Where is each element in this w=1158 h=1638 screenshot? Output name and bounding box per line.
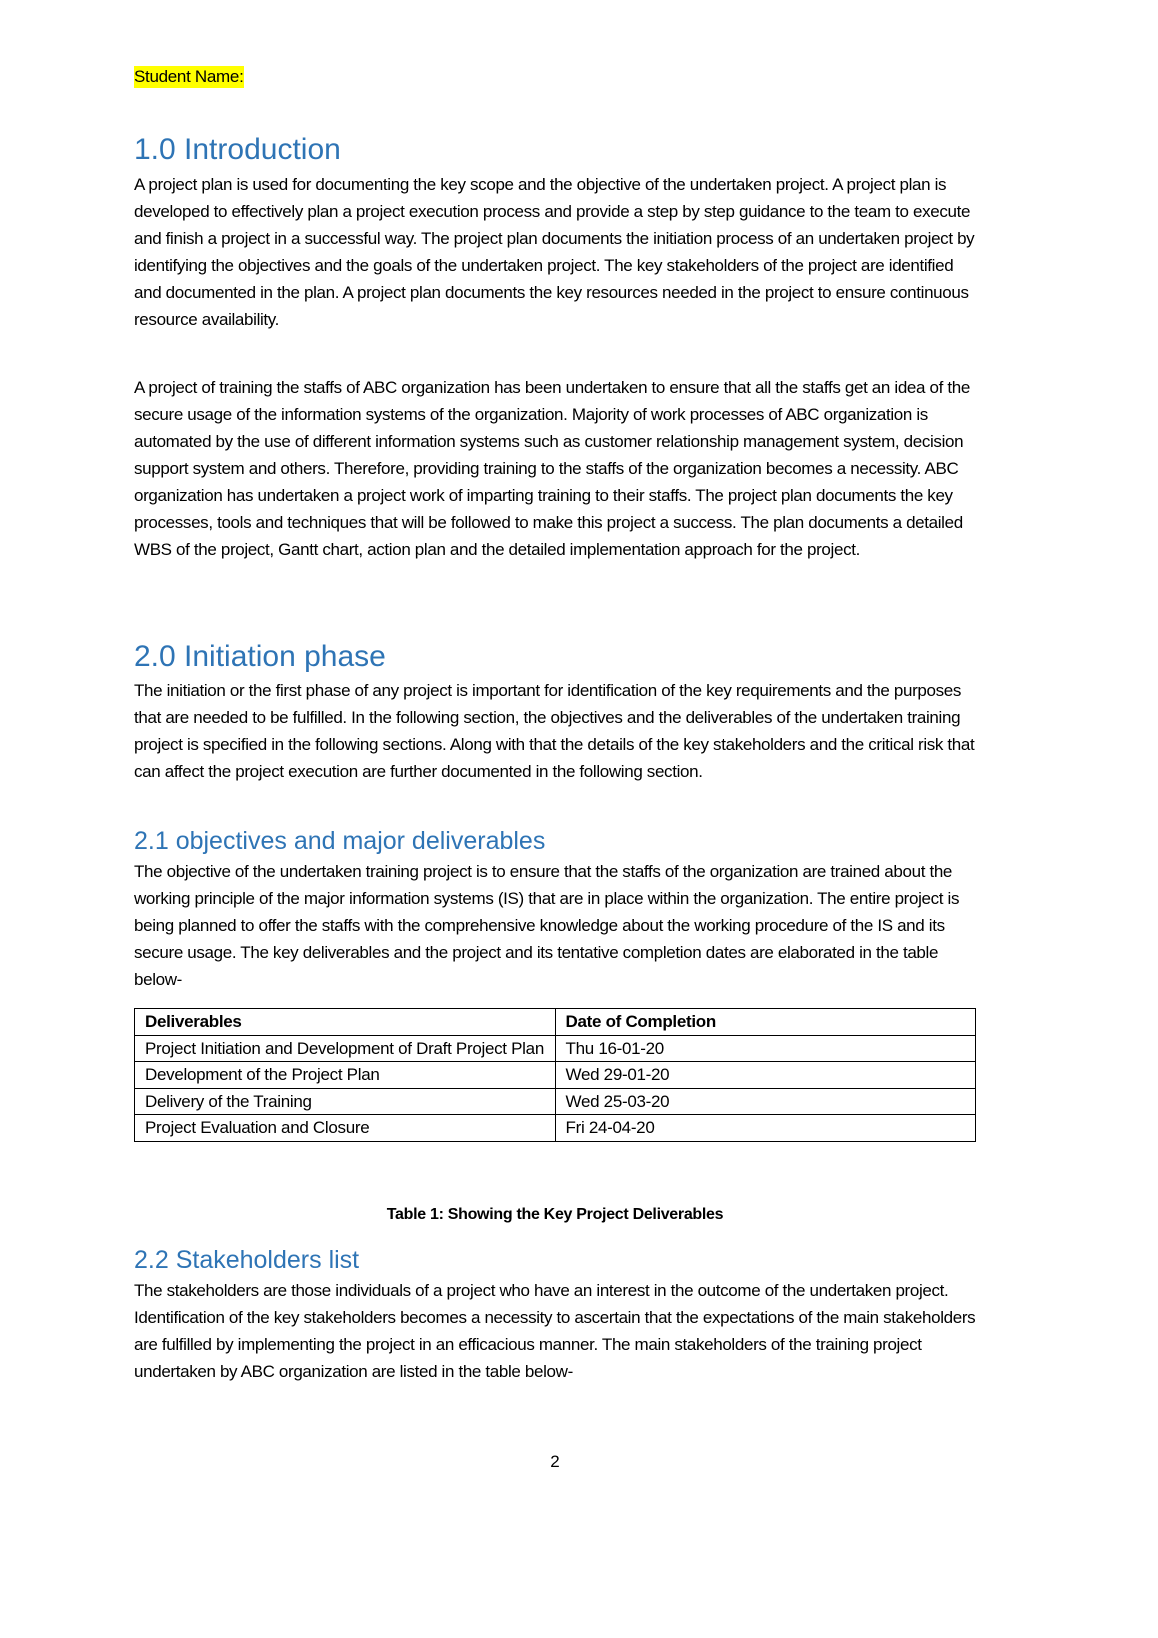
table-header-cell: Deliverables bbox=[135, 1009, 556, 1036]
deliverables-table bbox=[134, 1008, 976, 1142]
table-row bbox=[135, 1088, 976, 1115]
table-cell: Thu 16-01-20 bbox=[555, 1035, 976, 1062]
table-caption: Table 1: Showing the Key Project Deliverables bbox=[386, 1206, 724, 1223]
stakeholders-paragraph: The stakeholders are those individuals of a project who have an interest in the outcome of the undertaken project. Identification of the key stakeholders becomes a necessity to ascertain that the expectations of the main stakeholders are fulfilled by implementing the project in an efficacious manner. The main stakeholders of the training project undertaken by ABC organization are listed in the table below- bbox=[134, 1281, 976, 1381]
intro-paragraph-2: A project of training the staffs of ABC organization has been undertaken to ensure that all the staffs get an idea of the secure usage of the information systems of the organization. Majority of work processes of ABC organization is automated by the use of different information systems such as customer relationship management system, decision support system and others. Therefore, providing training to the staffs of the organization becomes a necessity. ABC organization has undertaken a project work of imparting training to their staffs. The project plan documents the key processes, tools and techniques that will be followed to make this project a success. The plan documents a detailed WBS of the project, Gantt chart, action plan and the detailed implementation approach for the project. bbox=[134, 378, 970, 559]
heading-stakeholders: 2.2 Stakeholders list bbox=[134, 1246, 360, 1274]
objectives-paragraph: The objective of the undertaken training project is to ensure that the staffs of the organization are trained about the working principle of the major information systems (IS) that are in place within the organization. The entire project is being planned to offer the staffs with the comprehensive knowledge about the working procedure of the IS and its secure usage. The key deliverables and the project and its tentative completion dates are elaborated in the table below- bbox=[134, 862, 960, 989]
student-name-label: Student Name: bbox=[134, 67, 244, 86]
table-header-cell: Date of Completion bbox=[555, 1009, 976, 1036]
table-row bbox=[135, 1035, 976, 1062]
table-cell: Delivery of the Training bbox=[135, 1088, 556, 1115]
table-cell: Wed 29-01-20 bbox=[555, 1062, 976, 1089]
intro-paragraph-1: A project plan is used for documenting the key scope and the objective of the undertaken project. A project plan is developed to effectively plan a project execution process and provide a step by step guidance to the team to execute and finish a project in a successful way. The project plan documents the initiation process of an undertaken project by identifying the objectives and the goals of the undertaken project. The key stakeholders of the project are identified and documented in the plan. A project plan documents the key resources needed in the project to ensure continuous resource availability. bbox=[134, 175, 975, 329]
heading-initiation-phase: 2.0 Initiation phase bbox=[134, 640, 386, 673]
heading-introduction: 1.0 Introduction bbox=[134, 133, 341, 166]
table-cell: Project Evaluation and Closure bbox=[135, 1115, 556, 1142]
heading-objectives: 2.1 objectives and major deliverables bbox=[134, 827, 546, 855]
table-cell: Wed 25-03-20 bbox=[555, 1088, 976, 1115]
table-header-row bbox=[135, 1009, 976, 1036]
initiation-paragraph: The initiation or the first phase of any project is important for identification of the key requirements and the purposes that are needed to be fulfilled. In the following section, the objectives and the deliverables of the undertaken training project is specified in the following sections. Along with that the details of the key stakeholders and the critical risk that can affect the project execution are further documented in the following section. bbox=[134, 681, 975, 781]
page-number: 2 bbox=[550, 1452, 560, 1471]
table-row bbox=[135, 1062, 976, 1089]
table-cell: Development of the Project Plan bbox=[135, 1062, 556, 1089]
table-cell: Project Initiation and Development of Draft Project Plan bbox=[135, 1035, 556, 1062]
table-cell: Fri 24-04-20 bbox=[555, 1115, 976, 1142]
table-row bbox=[135, 1115, 976, 1142]
